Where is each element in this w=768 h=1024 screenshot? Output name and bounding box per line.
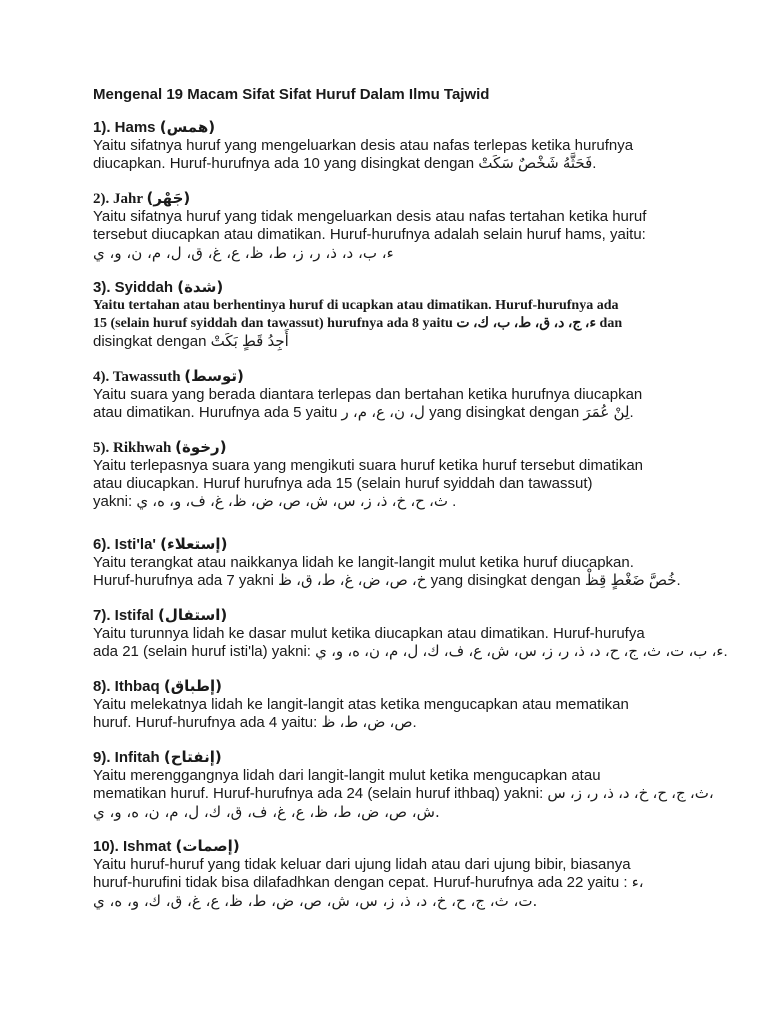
- section-text-line: disingkat dengan أَجِدُ قَطٍ بَكَتْ: [93, 333, 289, 350]
- section-text-line: atau dimatikan. Hurufnya ada 5 yaitu ل، ن، ع، م، ر yang disingkat dengan لِنْ عُمَرَ.: [93, 404, 634, 421]
- section-text-line: ada 21 (selain huruf isti'la) yakni: ء، ب، ت، ث، ج، ح، د، ذ، ر، ز، س، ش، ع، ف، ك، ل، م، ن، ه، و، ي.: [93, 643, 728, 660]
- section-heading: 10). Ishmat (إصمات): [93, 837, 240, 855]
- section-text-line: huruf-hurufini tidak bisa dilafadhkan dengan cepat. Huruf-hurufnya ada 22 yaitu : ء،: [93, 874, 644, 891]
- section-ithbaq: [93, 677, 693, 732]
- section-text-line: huruf. Huruf-hurufnya ada 4 yaitu: ص، ض، ط، ظ.: [93, 714, 417, 731]
- section-text-line: yakni: ث، ح، خ، ذ، ز، س، ش، ص، ض، ظ، غ، ف، و، ه، ي .: [93, 493, 457, 510]
- section-text-line: Yaitu turunnya lidah ke dasar mulut ketika diucapkan atau dimatikan. Huruf-hurufya: [93, 625, 645, 642]
- document-body: [93, 86, 728, 926]
- section-rikhwah: [93, 438, 693, 511]
- section-text-line: 15 (selain huruf syiddah dan tawassut) hurufnya ada 8 yaitu ء، ج، د، ق، ط، ب، ك، ت dan: [93, 316, 623, 331]
- section-heading: 3). Syiddah (شدة): [93, 278, 224, 296]
- section-istifal: [93, 606, 728, 661]
- section-heading: 6). Isti'la' (إستعلاء): [93, 535, 228, 553]
- section-heading: 9). Infitah (إنفتاح): [93, 748, 222, 766]
- section-heading: 7). Istifal (استفال): [93, 606, 228, 624]
- section-infitah: [93, 748, 714, 821]
- section-text-line: Yaitu terlepasnya suara yang mengikuti suara huruf ketika huruf tersebut dimatikan: [93, 457, 644, 474]
- section-text-line: Yaitu melekatnya lidah ke langit-langit atas ketika mengucapkan atau mematikan: [93, 696, 629, 713]
- section-syiddah: [93, 278, 693, 351]
- section-jahr: [93, 189, 693, 262]
- section-text-line: Yaitu tertahan atau berhentinya huruf di ucapkan atau dimatikan. Huruf-hurufnya ada: [93, 298, 619, 313]
- section-text-line: ء، ب، د، ذ، ر، ز، ط، ظ، ع، غ، ق، ل، م، ن، و، ي: [93, 244, 394, 262]
- section-heading: 4). Tawassuth (توسط): [93, 367, 244, 385]
- section-text-line: Yaitu merenggangnya lidah dari langit-langit mulut ketika mengucapkan atau: [93, 767, 601, 784]
- section-text-line: tersebut diucapkan atau dimatikan. Huruf-hurufnya adalah selain huruf hams, yaitu:: [93, 226, 646, 243]
- section-tawassuth: [93, 367, 693, 422]
- section-ishmat: [93, 837, 693, 910]
- section-heading: 5). Rikhwah (رخوة): [93, 438, 227, 456]
- section-text-line: Huruf-hurufnya ada 7 yakni خ، ص، ض، غ، ط، ق، ظ yang disingkat dengan خُصَّ ضَغْطٍ قِظْ.: [93, 572, 681, 589]
- section-text-line: mematikan huruf. Huruf-hurufnya ada 24 (selain huruf ithbaq) yakni: ث، ج، ح، خ، د، ذ، ر، ز، س،: [93, 785, 714, 802]
- section-heading: 2). Jahr (جَهْر): [93, 189, 191, 207]
- section-text-line: Yaitu huruf-huruf yang tidak keluar dari ujung lidah atau dari ujung bibir, biasanya: [93, 856, 631, 873]
- section-text-line: ش، ص، ض، ط، ظ، ع، غ، ف، ق، ك، ل، م، ن، ه، و، ي.: [93, 803, 440, 821]
- section-heading: 1). Hams (همس): [93, 118, 216, 136]
- section-text-line: Yaitu suara yang berada diantara terlepas dan bertahan ketika hurufnya diucapkan: [93, 386, 643, 403]
- section-istila: [93, 535, 693, 590]
- section-text-line: Yaitu sifatnya huruf yang tidak mengeluarkan desis atau nafas tertahan ketika huruf: [93, 208, 647, 225]
- section-heading: 8). Ithbaq (إطباق): [93, 677, 222, 695]
- document-title: Mengenal 19 Macam Sifat Sifat Huruf Dalam Ilmu Tajwid: [93, 86, 490, 103]
- section-text-line: diucapkan. Huruf-hurufnya ada 10 yang disingkat dengan فَحَثَّهُ شَخْصٌ سَكَتْ.: [93, 155, 597, 172]
- section-text-line: ت، ث، ج، ح، خ، د، ذ، ز، س، ش، ص، ض، ط، ظ، ع، غ، ق، ك، و، ه، ي.: [93, 892, 538, 910]
- section-text-line: Yaitu terangkat atau naikkanya lidah ke langit-langit mulut ketika huruf diucapkan.: [93, 554, 634, 571]
- section-text-line: Yaitu sifatnya huruf yang mengeluarkan desis atau nafas terlepas ketika hurufnya: [93, 137, 634, 154]
- section-text-line: atau diucapkan. Huruf hurufnya ada 15 (selain huruf syiddah dan tawassut): [93, 475, 593, 492]
- section-hams: [93, 118, 693, 173]
